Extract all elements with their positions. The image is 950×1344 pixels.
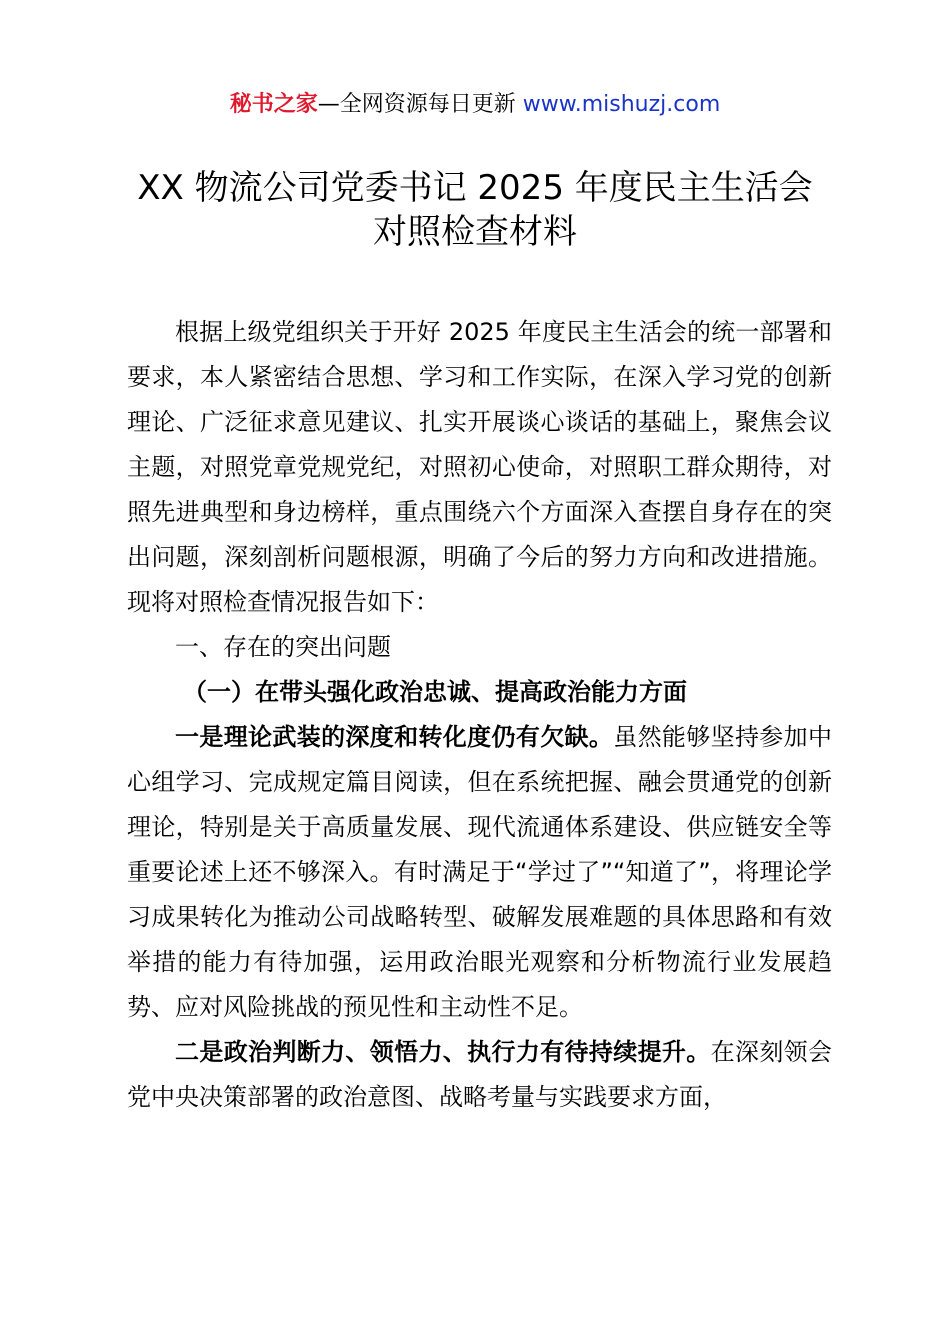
section-heading-1: 一、存在的突出问题: [175, 633, 391, 661]
point-paragraph-1: [127, 715, 832, 1030]
point-1-lead: 一是理论武装的深度和转化度仍有欠缺。: [175, 723, 614, 751]
document-body: [127, 310, 832, 1120]
brand-name: 秘书之家: [229, 92, 318, 117]
subsection-heading-1: （一）在带头强化政治忠诚、提高政治能力方面: [183, 678, 687, 706]
point-2-text: 在深刻领会党中央决策部署的政治意图、战略考量与实践要求方面，: [127, 1038, 833, 1111]
title-line-2: 对照检查材料: [373, 212, 577, 252]
site-url[interactable]: www.mishuzj.com: [522, 92, 721, 117]
intro-paragraph: 根据上级党组织关于开好 2025 年度民主生活会的统一部署和要求，本人紧密结合思想、学习和工作实际，在深入学习党的创新理论、广泛征求意见建议、扎实开展谈心谈话的基础上，聚焦会议主题，对照党章党规党纪，对照初心使命，对照职工群众期待，对照先进典型和身边榜样，重点围绕六个方面深入查摆自身存在的突出问题，深刻剖析问题根源，明确了今后的努力方向和改进措施。现将对照检查情况报告如下：: [127, 318, 832, 616]
site-header: [0, 88, 950, 122]
document-title: [60, 166, 890, 254]
title-line-1: XX 物流公司党委书记 2025 年度民主生活会: [137, 168, 813, 208]
header-tagline: —全网资源每日更新: [317, 92, 523, 117]
point-1-text: 虽然能够坚持参加中心组学习、完成规定篇目阅读，但在系统把握、融会贯通党的创新理论，特别是关于高质量发展、现代流通体系建设、供应链安全等重要论述上还不够深入。有时满足于“学过了”“知道了”，将理论学习成果转化为推动公司战略转型、破解发展难题的具体思路和有效举措的能力有待加强，运用政治眼光观察和分析物流行业发展趋势、应对风险挑战的预见性和主动性不足。: [127, 723, 833, 1021]
point-paragraph-2: [127, 1030, 832, 1120]
point-2-lead: 二是政治判断力、领悟力、执行力有待持续提升。: [175, 1038, 711, 1066]
